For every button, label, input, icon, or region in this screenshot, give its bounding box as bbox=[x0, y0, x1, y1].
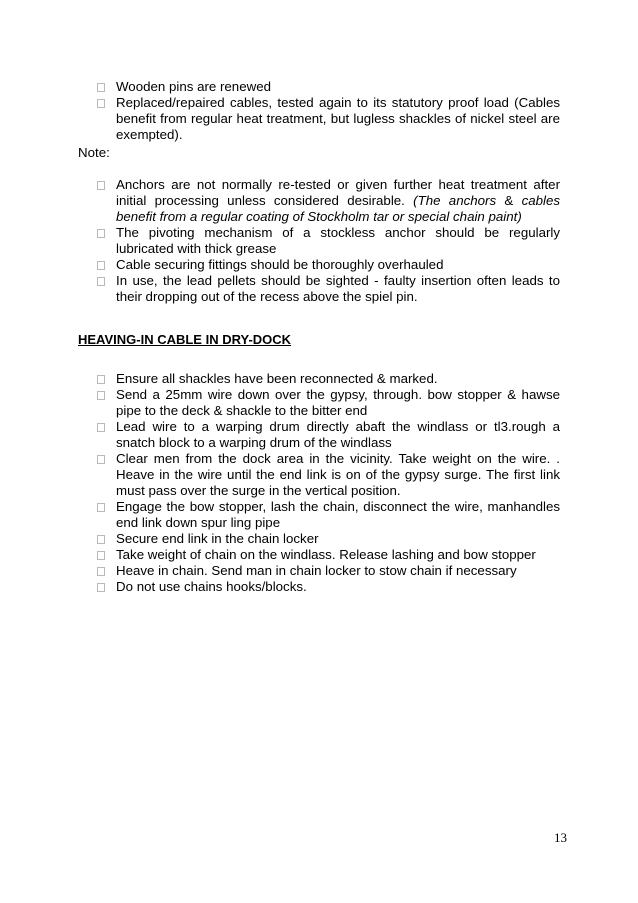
list-item bbox=[97, 79, 560, 95]
list-item bbox=[97, 563, 560, 579]
list-item bbox=[97, 499, 560, 531]
list-item-italic-text: cables benefit from a regular coating of Stockholm tar or special chain paint) bbox=[116, 193, 561, 224]
bullet-box-icon bbox=[97, 277, 105, 286]
list-item-text: Cable securing fittings should be thoroughly overhauled bbox=[116, 257, 444, 272]
list-item bbox=[97, 257, 560, 273]
bullet-box-icon bbox=[97, 83, 105, 92]
list-item-text: Secure end link in the chain locker bbox=[116, 531, 319, 546]
bullet-box-icon bbox=[97, 567, 105, 576]
ampersand-text: & bbox=[504, 193, 514, 208]
page-number: 13 bbox=[554, 830, 567, 845]
list-item bbox=[97, 177, 560, 225]
list-item bbox=[97, 579, 560, 595]
bullet-box-icon bbox=[97, 375, 105, 384]
bullet-box-icon bbox=[97, 503, 105, 512]
list-item-text: Ensure all shackles have been reconnected & marked. bbox=[116, 371, 438, 386]
list-item-text: Heave in chain. Send man in chain locker to stow chain if necessary bbox=[116, 563, 517, 578]
renewal-list bbox=[97, 79, 560, 143]
list-item bbox=[97, 371, 560, 387]
list-item bbox=[97, 273, 560, 305]
bullet-box-icon bbox=[97, 583, 105, 592]
list-item bbox=[97, 95, 560, 143]
list-item bbox=[97, 451, 560, 499]
list-item bbox=[97, 547, 560, 563]
list-item-text: Lead wire to a warping drum directly abaft the windlass or tl3.rough a snatch block to a warping drum of the windlass bbox=[116, 419, 560, 450]
note-label: Note: bbox=[78, 145, 110, 160]
list-item bbox=[97, 531, 560, 547]
list-item-text: Anchors are not normally re-tested or given further heat treatment after initial processing unless considered desirable. bbox=[116, 177, 560, 208]
list-item-text: Clear men from the dock area in the vicinity. Take weight on the wire. . Heave in the wire until the end link is on of the gypsy surge. The first link must pass over the surge in the vertical position. bbox=[116, 451, 560, 498]
list-item bbox=[97, 387, 560, 419]
bullet-box-icon bbox=[97, 391, 105, 400]
list-item-text: Take weight of chain on the windlass. Release lashing and bow stopper bbox=[116, 547, 536, 562]
list-item-text: Do not use chains hooks/blocks. bbox=[116, 579, 307, 594]
list-item-text: Send a 25mm wire down over the gypsy, through. bow stopper & hawse pipe to the deck & shackle to the bitter end bbox=[116, 387, 560, 418]
bullet-box-icon bbox=[97, 551, 105, 560]
list-item bbox=[97, 225, 560, 257]
bullet-box-icon bbox=[97, 455, 105, 464]
bullet-box-icon bbox=[97, 261, 105, 270]
bullet-box-icon bbox=[97, 99, 105, 108]
list-item-text: Replaced/repaired cables, tested again to its statutory proof load (Cables benefit from regular heat treatment, but lugless shackles of nickel steel are exempted). bbox=[116, 95, 560, 142]
list-item-text: Wooden pins are renewed bbox=[116, 79, 271, 94]
bullet-box-icon bbox=[97, 181, 105, 190]
list-item-text: The pivoting mechanism of a stockless anchor should be regularly lubricated with thick grease bbox=[116, 225, 560, 256]
bullet-box-icon bbox=[97, 423, 105, 432]
list-item-text: In use, the lead pellets should be sighted - faulty insertion often leads to their dropping out of the recess above the spiel pin. bbox=[116, 273, 560, 304]
list-item-text: Engage the bow stopper, lash the chain, disconnect the wire, manhandles end link down spur ling pipe bbox=[116, 499, 560, 530]
bullet-box-icon bbox=[97, 535, 105, 544]
note-list bbox=[97, 177, 560, 305]
list-item-italic-text: (The anchors bbox=[413, 193, 497, 208]
bullet-box-icon bbox=[97, 229, 105, 238]
procedure-list bbox=[97, 371, 560, 595]
list-item bbox=[97, 419, 560, 451]
section-heading: HEAVING-IN CABLE IN DRY-DOCK bbox=[78, 332, 292, 347]
